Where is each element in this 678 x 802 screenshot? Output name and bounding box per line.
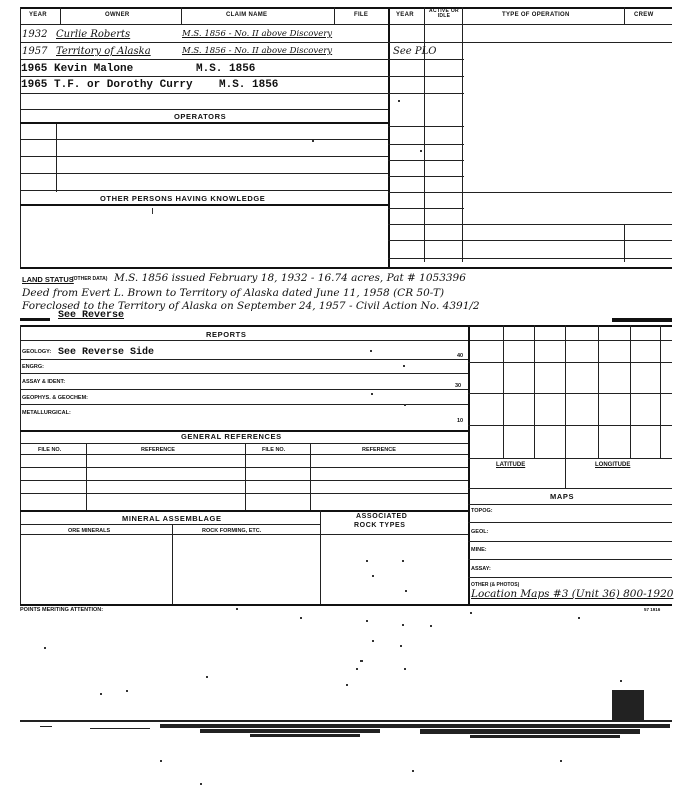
longitude-label: LONGITUDE [595,462,631,468]
engrg-label: ENGRG: [22,364,44,370]
geology-value: See Reverse Side [58,347,155,358]
form-number: 57 1916 [644,607,661,612]
margin-mark [612,318,672,322]
ref-col-reference: REFERENCE [141,447,175,453]
topog-label: TOPOG: [471,508,493,514]
land-status-line-2: Deed from Evert L. Brown to Territory of Alaska dated June 11, 1958 (CR 50-T) [22,287,445,299]
ref-col-file-no-2: FILE NO. [262,447,286,453]
points-meriting-label: POINTS MERITING ATTENTION: [20,607,104,613]
ref-col-reference-2: REFERENCE [362,447,396,453]
ore-minerals-header: ORE MINERALS [68,528,111,534]
other-photos-value: Location Maps #3 (Unit 36) 800-1920 [471,588,674,600]
col-year: YEAR [29,12,47,18]
geol-label: GEOL: [471,529,489,535]
other-persons-title: OTHER PERSONS HAVING KNOWLEDGE [100,194,266,203]
reports-title: REPORTS [206,330,247,339]
rock-forming-header: ROCK FORMING, ETC. [202,528,262,534]
maps-title: MAPS [550,492,575,501]
col-year2: YEAR [396,12,414,18]
owner-row-year: 1965 [21,63,48,75]
mineral-assemblage-title: MINERAL ASSEMBLAGE [122,514,222,523]
rock-types-header: ROCK TYPES [354,522,406,529]
other-photos-label: OTHER (& PHOTOS) [471,582,520,588]
col-crew: CREW [634,12,654,18]
col-owner: OWNER [105,12,130,18]
metallurgical-label: METALLURGICAL: [22,410,71,416]
land-status-line-1: M.S. 1856 issued February 18, 1932 - 16.74 acres, Pat # 1053396 [114,272,466,284]
owner-row-owner: Territory of Alaska [56,46,151,57]
land-status-other-data: (OTHER DATA) [72,276,108,282]
margin-mark [20,318,50,321]
col-type-of-operation: TYPE OF OPERATION [502,12,570,18]
see-plo-note: See PLO [393,46,437,57]
assay-map-label: ASSAY: [471,566,491,572]
owner-row-claim: M.S. 1856 [196,63,256,75]
land-status-line-3: Foreclosed to the Territory of Alaska on September 24, 1957 - Civil Action No. 4391/2 [22,300,480,312]
owner-row-claim: M.S. 1856 - No. II above Discovery [182,29,333,39]
mine-label: MINE: [471,547,487,553]
report-number: 30 [455,383,462,389]
col-file: FILE [354,12,369,18]
operators-title: OPERATORS [174,112,227,121]
report-number: 40 [457,353,464,359]
owner-row-owner: T.F. or Dorothy Curry [54,79,193,91]
owner-row-owner: Kevin Malone [54,63,134,75]
general-references-title: GENERAL REFERENCES [181,432,282,441]
owner-row-claim: M.S. 1856 - No. II above Discovery [182,46,333,56]
report-number: 10 [457,418,464,424]
owner-row-owner: Curlie Roberts [56,29,131,40]
see-reverse-note: See Reverse [58,310,125,321]
assay-label: ASSAY & IDENT: [22,379,66,385]
owner-row-year: 1932 [22,29,48,40]
geology-label: GEOLOGY: [22,349,52,355]
col-active-or-idle: ACTIVE OR IDLE [429,8,459,19]
owner-row-year: 1957 [22,46,48,57]
owner-row-claim: M.S. 1856 [219,79,279,91]
land-status-label: LAND STATUS [22,275,74,284]
latitude-label: LATITUDE [496,462,526,468]
geophys-label: GEOPHYS. & GEOCHEM: [22,395,89,401]
col-claim-name: CLAIM NAME [226,12,268,18]
ref-col-file-no: FILE NO. [38,447,62,453]
owner-row-year: 1965 [21,79,48,91]
associated-header: ASSOCIATED [356,513,408,520]
